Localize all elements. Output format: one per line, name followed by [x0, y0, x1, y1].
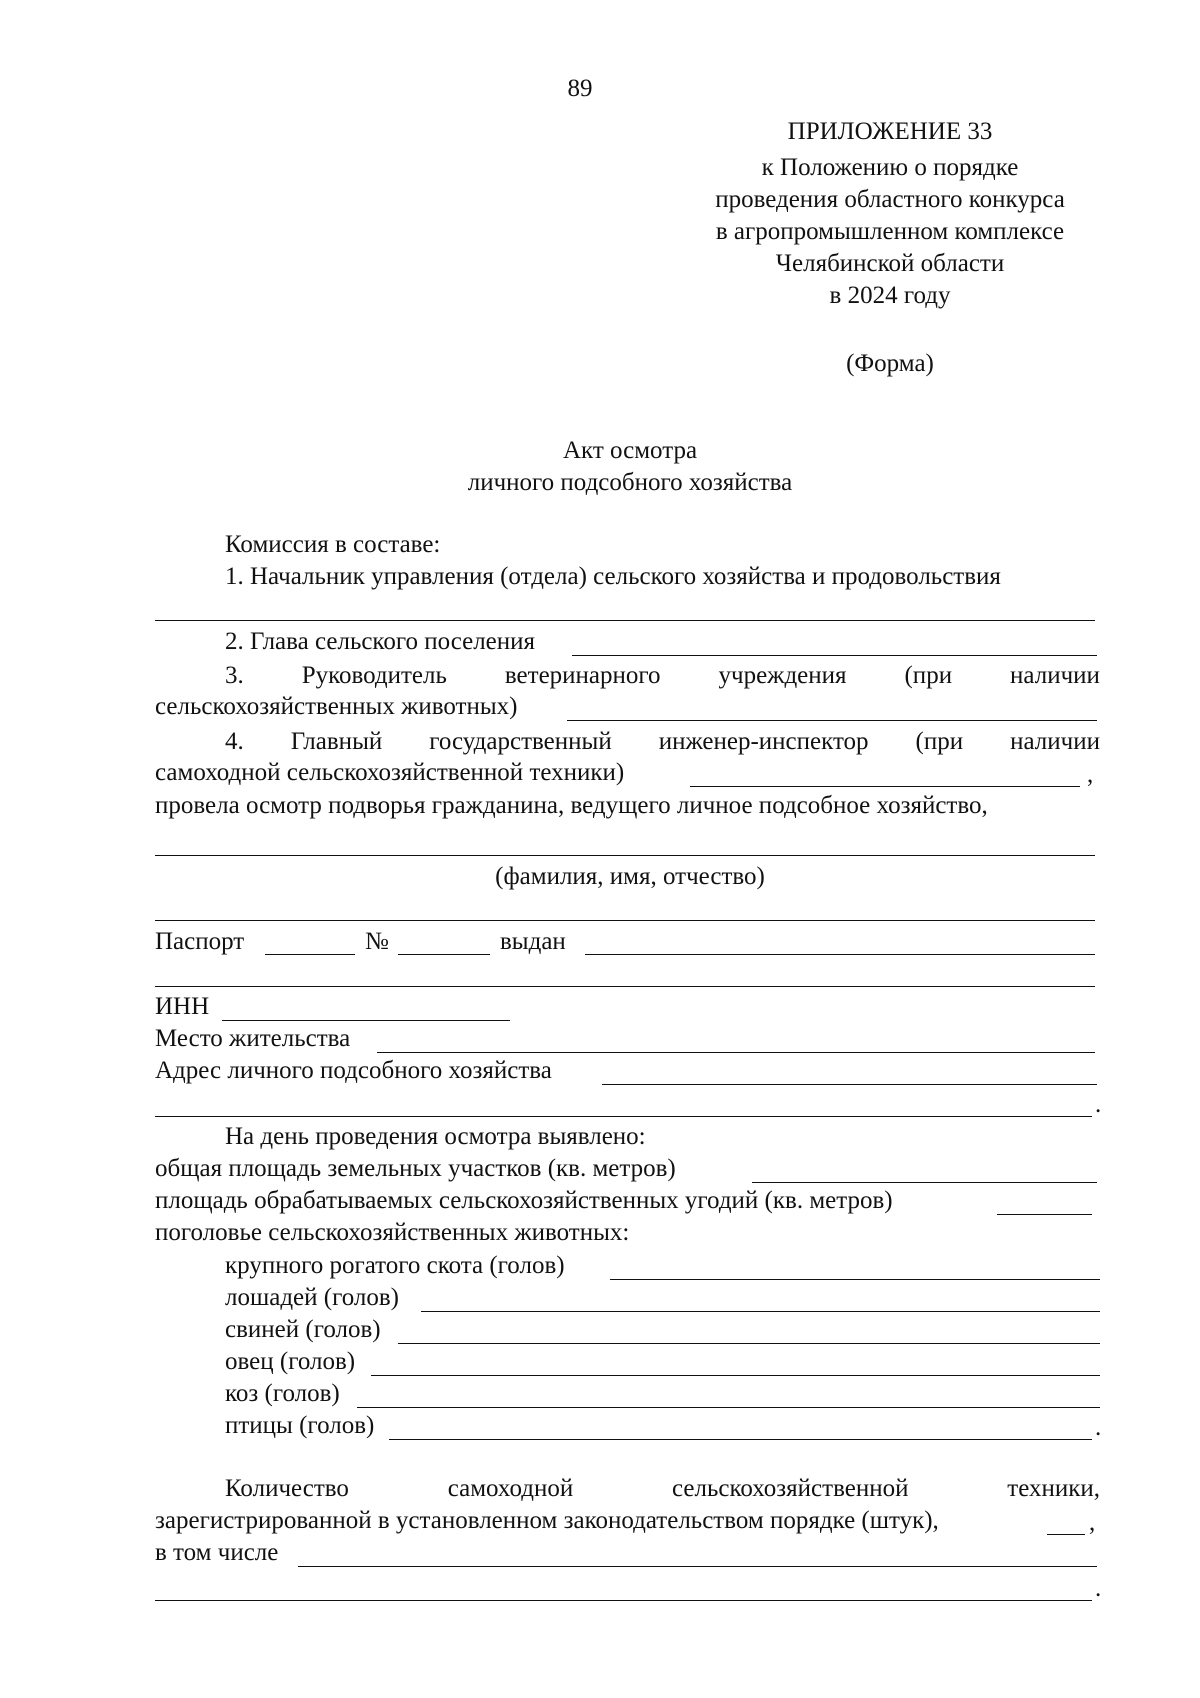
livestock-cattle-line — [610, 1279, 1100, 1280]
word: наличии — [1010, 662, 1100, 689]
livestock-horses: лошадей (голов) — [225, 1284, 399, 1311]
word: Главный — [290, 728, 383, 755]
inn-line — [222, 1020, 510, 1021]
blank-line — [155, 1116, 1092, 1117]
appendix-line: в 2024 году — [829, 282, 951, 309]
livestock-horses-line — [421, 1311, 1100, 1312]
inspection-intro: На день проведения осмотра выявлено: — [225, 1123, 646, 1150]
word: (при — [915, 728, 964, 755]
word: Руководитель — [301, 662, 447, 689]
blank-line — [572, 655, 1097, 656]
fio-line — [155, 855, 1095, 856]
cultivated-area-line — [997, 1214, 1092, 1215]
word: государственный — [429, 728, 612, 755]
word: учреждения — [718, 662, 847, 689]
blank-line — [155, 920, 1095, 921]
commission-item-4-cont: самоходной сельскохозяйственной техники) — [155, 759, 625, 786]
doc-title: Акт осмотра — [562, 437, 698, 464]
commission-intro: Комиссия в составе: — [225, 531, 441, 558]
blank-line — [155, 1600, 1092, 1601]
commission-item-4 — [225, 727, 1100, 757]
livestock-goats: коз (голов) — [225, 1380, 340, 1407]
comma: , — [1087, 761, 1094, 788]
commission-item-3 — [225, 661, 1100, 691]
livestock-goats-line — [357, 1407, 1100, 1408]
blank-line — [155, 986, 1095, 987]
commission-item-2: 2. Глава сельского поселения — [225, 628, 536, 655]
issued-label: выдан — [500, 928, 566, 955]
commission-item-1: 1. Начальник управления (отдела) сельского хозяйства и продовольствия — [225, 563, 1001, 590]
word: (при — [904, 662, 953, 689]
machinery-count-line — [1047, 1534, 1085, 1535]
livestock-sheep-line — [371, 1375, 1100, 1376]
blank-line — [155, 620, 1095, 621]
word: наличии — [1010, 728, 1100, 755]
machinery-line-2: зарегистрированной в установленном законодательством порядке (штук), — [155, 1507, 939, 1534]
land-area-line — [752, 1182, 1097, 1183]
livestock-cattle: крупного рогатого скота (голов) — [225, 1252, 565, 1279]
word: ветеринарного — [504, 662, 661, 689]
period: . — [1095, 1414, 1102, 1441]
land-area-label: общая площадь земельных участков (кв. метров) — [155, 1155, 676, 1182]
cultivated-area-label: площадь обрабатываемых сельскохозяйственных угодий (кв. метров) — [155, 1187, 893, 1214]
passport-label: Паспорт — [155, 928, 245, 955]
livestock-poultry-line — [389, 1439, 1092, 1440]
livestock-heading: поголовье сельскохозяйственных животных: — [155, 1219, 630, 1246]
passport-number-line — [398, 954, 490, 955]
livestock-pigs: свиней (голов) — [225, 1316, 381, 1343]
appendix-line: к Положению о порядке — [761, 154, 1019, 181]
period: . — [1095, 1575, 1102, 1602]
commission-item-3-cont: сельскохозяйственных животных) — [155, 693, 518, 720]
fio-caption: (фамилия, имя, отчество) — [495, 863, 765, 890]
appendix-line: в агропромышленном комплексе — [715, 218, 1065, 245]
issued-line — [585, 954, 1095, 955]
livestock-sheep: овец (голов) — [225, 1348, 356, 1375]
word: 3. — [225, 662, 244, 689]
period: . — [1095, 1091, 1102, 1118]
blank-line — [690, 786, 1080, 787]
page-number: 89 — [567, 75, 593, 102]
inn-label: ИНН — [155, 993, 210, 1020]
farm-address-label: Адрес личного подсобного хозяйства — [155, 1057, 552, 1084]
word: самоходной — [447, 1475, 574, 1502]
doc-subtitle: личного подсобного хозяйства — [467, 469, 793, 496]
farm-address-line — [602, 1084, 1097, 1085]
word: инженер-инспектор — [658, 728, 869, 755]
word: Количество — [225, 1475, 349, 1502]
passport-series-line — [265, 954, 355, 955]
commission-conclusion: провела осмотр подворья гражданина, ведущего личное подсобное хозяйство, — [155, 792, 988, 819]
word: 4. — [225, 728, 244, 755]
machinery-line-1 — [225, 1474, 1100, 1504]
machinery-line-3: в том числе — [155, 1539, 279, 1566]
appendix-line: Челябинской области — [775, 250, 1005, 277]
appendix-title: ПРИЛОЖЕНИЕ 33 — [787, 118, 993, 145]
livestock-poultry: птицы (голов) — [225, 1412, 375, 1439]
form-label: (Форма) — [846, 350, 934, 377]
residence-label: Место жительства — [155, 1025, 351, 1052]
word: сельскохозяйственной — [672, 1475, 909, 1502]
blank-line — [567, 720, 1097, 721]
residence-line — [377, 1052, 1095, 1053]
word: техники, — [1007, 1475, 1100, 1502]
machinery-including-line — [298, 1566, 1097, 1567]
comma: , — [1089, 1509, 1096, 1536]
livestock-pigs-line — [398, 1343, 1100, 1344]
appendix-line: проведения областного конкурса — [715, 186, 1065, 213]
number-sign: № — [365, 928, 389, 955]
